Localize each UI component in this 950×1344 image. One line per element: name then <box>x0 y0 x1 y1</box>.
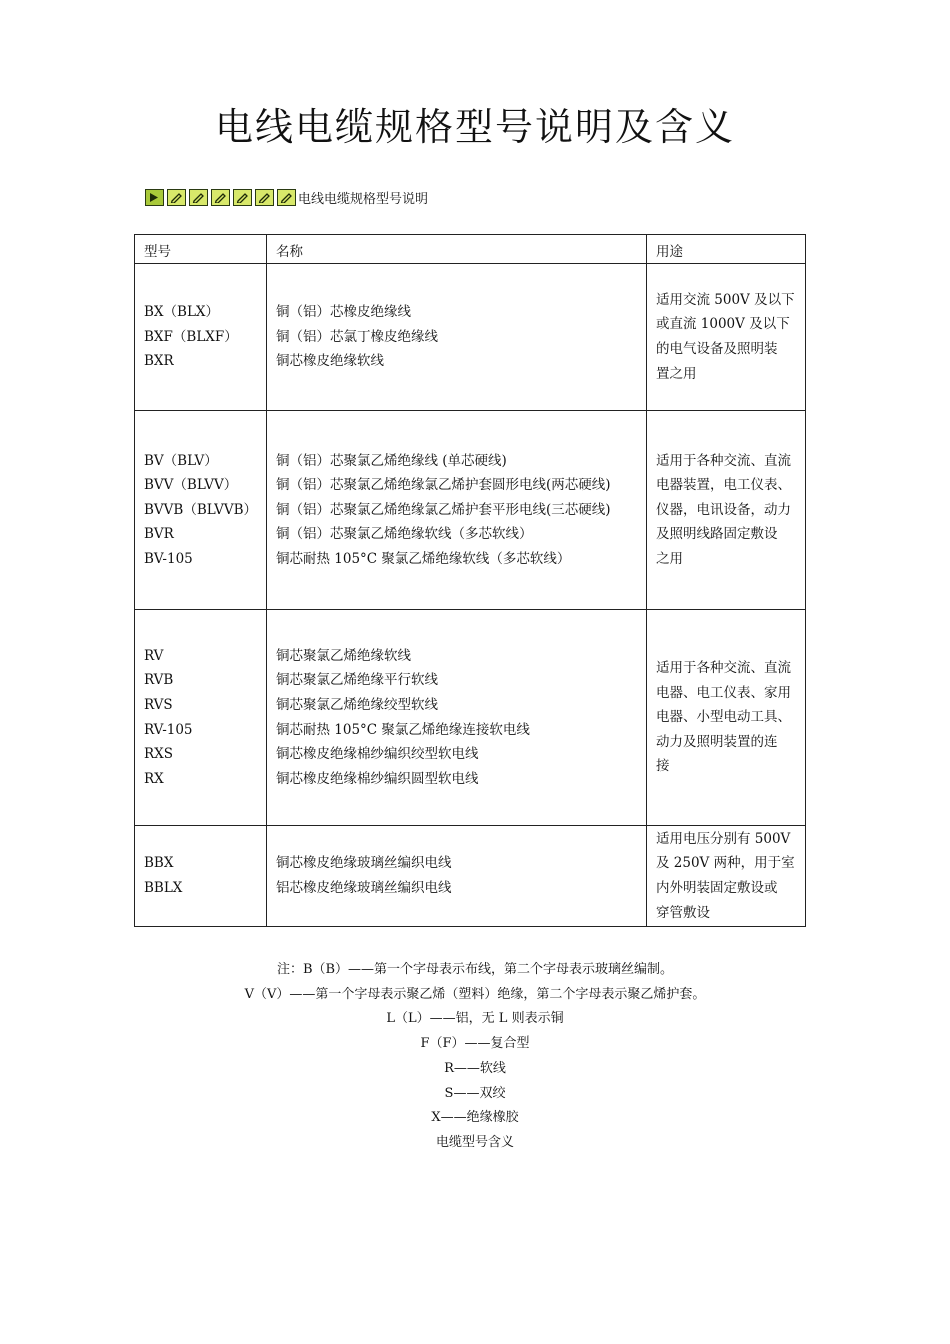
usage-text: 适用交流 500V 及以下 <box>656 291 795 308</box>
product-name: 铜（铝）芯聚氯乙烯绝缘线 (单芯硬线) <box>276 452 507 469</box>
usage-text: 动力及照明装置的连 <box>656 733 778 750</box>
model-code: BXF（BLXF） <box>144 328 238 345</box>
page-title: 电线电缆规格型号说明及含义 <box>214 105 735 149</box>
note-line: S——双绞 <box>444 1085 506 1101</box>
pencil-icon[interactable] <box>255 189 274 206</box>
model-code: BV-105 <box>144 550 193 567</box>
pencil-icon[interactable] <box>167 189 186 206</box>
product-name: 铜（铝）芯氯丁橡皮绝缘线 <box>276 328 438 345</box>
usage-text: 内外明装固定敷设或 <box>656 880 778 896</box>
model-cell <box>135 610 267 826</box>
note-line: V（V）——第一个字母表示聚乙烯（塑料）绝缘，第二个字母表示聚乙烯护套。 <box>244 986 706 1002</box>
notes-section <box>0 958 950 1156</box>
note-line: R——软线 <box>444 1060 506 1076</box>
pencil-icon[interactable] <box>277 189 296 206</box>
model-code: BVV（BLVV） <box>144 477 238 494</box>
note-line: 电缆型号含义 <box>435 1134 514 1150</box>
header-model: 型号 <box>135 235 267 264</box>
usage-text: 及照明线路固定敷设 <box>656 526 778 543</box>
model-code: BXR <box>144 353 174 370</box>
name-cell <box>267 610 647 826</box>
model-code: RV-105 <box>144 721 193 738</box>
product-name: 铜芯耐热 105°C 聚氯乙烯绝缘软线（多芯软线） <box>276 550 571 567</box>
usage-text: 置之用 <box>656 365 697 382</box>
model-code: BV（BLV） <box>144 452 218 469</box>
usage-text: 适用电压分别有 500V <box>656 830 791 847</box>
model-code: RXS <box>144 746 174 763</box>
name-cell <box>267 411 647 610</box>
product-name: 铜（铝）芯橡皮绝缘线 <box>276 304 411 321</box>
table-header-row <box>135 235 806 264</box>
product-name: 铜芯聚氯乙烯绝缘平行软线 <box>276 672 438 689</box>
note-line: F（F）——复合型 <box>420 1036 530 1052</box>
product-name: 铜（铝）芯聚氯乙烯绝缘氯乙烯护套平形电线(三芯硬线) <box>276 501 611 518</box>
usage-text: 接 <box>656 758 670 775</box>
model-code: BBLX <box>144 880 183 896</box>
subheading-text: 电线电缆规格型号说明 <box>298 191 429 207</box>
model-cell <box>135 411 267 610</box>
icon-strip <box>145 189 296 206</box>
product-name: 铜芯橡皮绝缘软线 <box>276 353 384 370</box>
usage-text: 仪器，电讯设备，动力 <box>656 501 791 518</box>
subheading <box>145 187 428 207</box>
usage-text: 的电气设备及照明装 <box>656 341 778 357</box>
product-name: 铜芯聚氯乙烯绝缘绞型软线 <box>276 696 438 713</box>
usage-text: 之用 <box>656 550 683 567</box>
cable-spec-table <box>134 234 806 927</box>
usage-text: 电器、电工仪表、家用 <box>656 684 791 701</box>
usage-cell <box>647 826 806 927</box>
name-cell <box>267 264 647 411</box>
usage-cell <box>647 411 806 610</box>
model-cell <box>135 826 267 927</box>
product-name: 铜（铝）芯聚氯乙烯绝缘氯乙烯护套圆形电线(两芯硬线) <box>276 477 611 494</box>
model-code: RX <box>144 770 164 787</box>
note-line: L（L）——铝，无 L 则表示铜 <box>386 1011 564 1027</box>
model-code: RVS <box>144 696 173 713</box>
product-name: 铜芯橡皮绝缘棉纱编织圆型软电线 <box>276 770 479 787</box>
product-name: 铜芯橡皮绝缘棉纱编织绞型软电线 <box>276 746 479 763</box>
usage-text: 及 250V 两种，用于室 <box>656 855 795 872</box>
usage-text: 穿管敷设 <box>656 904 710 921</box>
model-code: BVVB（BLVVB） <box>144 501 258 518</box>
product-name: 铜芯橡皮绝缘玻璃丝编织电线 <box>276 855 452 872</box>
header-usage: 用途 <box>647 235 806 264</box>
model-code: RVB <box>144 672 174 689</box>
usage-text: 或直流 1000V 及以下 <box>656 316 790 333</box>
product-name: 铜芯聚氯乙烯绝缘软线 <box>276 647 411 664</box>
usage-text: 电器装置，电工仪表、 <box>656 477 791 494</box>
model-code: RV <box>144 647 164 664</box>
name-cell <box>267 826 647 927</box>
model-code: BVR <box>144 526 174 543</box>
usage-text: 适用于各种交流、直流 <box>656 660 791 677</box>
product-name: 铜（铝）芯聚氯乙烯绝缘软线（多芯软线） <box>276 526 533 543</box>
model-code: BX（BLX） <box>144 304 220 321</box>
pencil-icon[interactable] <box>189 189 208 206</box>
usage-text: 适用于各种交流、直流 <box>656 452 791 469</box>
note-line: X——绝缘橡胶 <box>431 1110 519 1126</box>
pencil-icon[interactable] <box>211 189 230 206</box>
model-code: BBX <box>144 855 174 872</box>
product-name: 铜芯耐热 105°C 聚氯乙烯绝缘连接软电线 <box>276 721 530 738</box>
usage-text: 电器、小型电动工具、 <box>656 709 791 726</box>
pencil-icon[interactable] <box>233 189 252 206</box>
arrow-right-icon[interactable] <box>145 189 164 206</box>
product-name: 铝芯橡皮绝缘玻璃丝编织电线 <box>276 880 452 896</box>
note-line: 注：B（B）——第一个字母表示布线，第二个字母表示玻璃丝编制。 <box>276 962 674 977</box>
table-row <box>135 610 806 826</box>
usage-cell <box>647 610 806 826</box>
model-cell <box>135 264 267 411</box>
table-row <box>135 264 806 411</box>
table-row <box>135 826 806 927</box>
table-row <box>135 411 806 610</box>
usage-cell <box>647 264 806 411</box>
header-name: 名称 <box>267 235 647 264</box>
